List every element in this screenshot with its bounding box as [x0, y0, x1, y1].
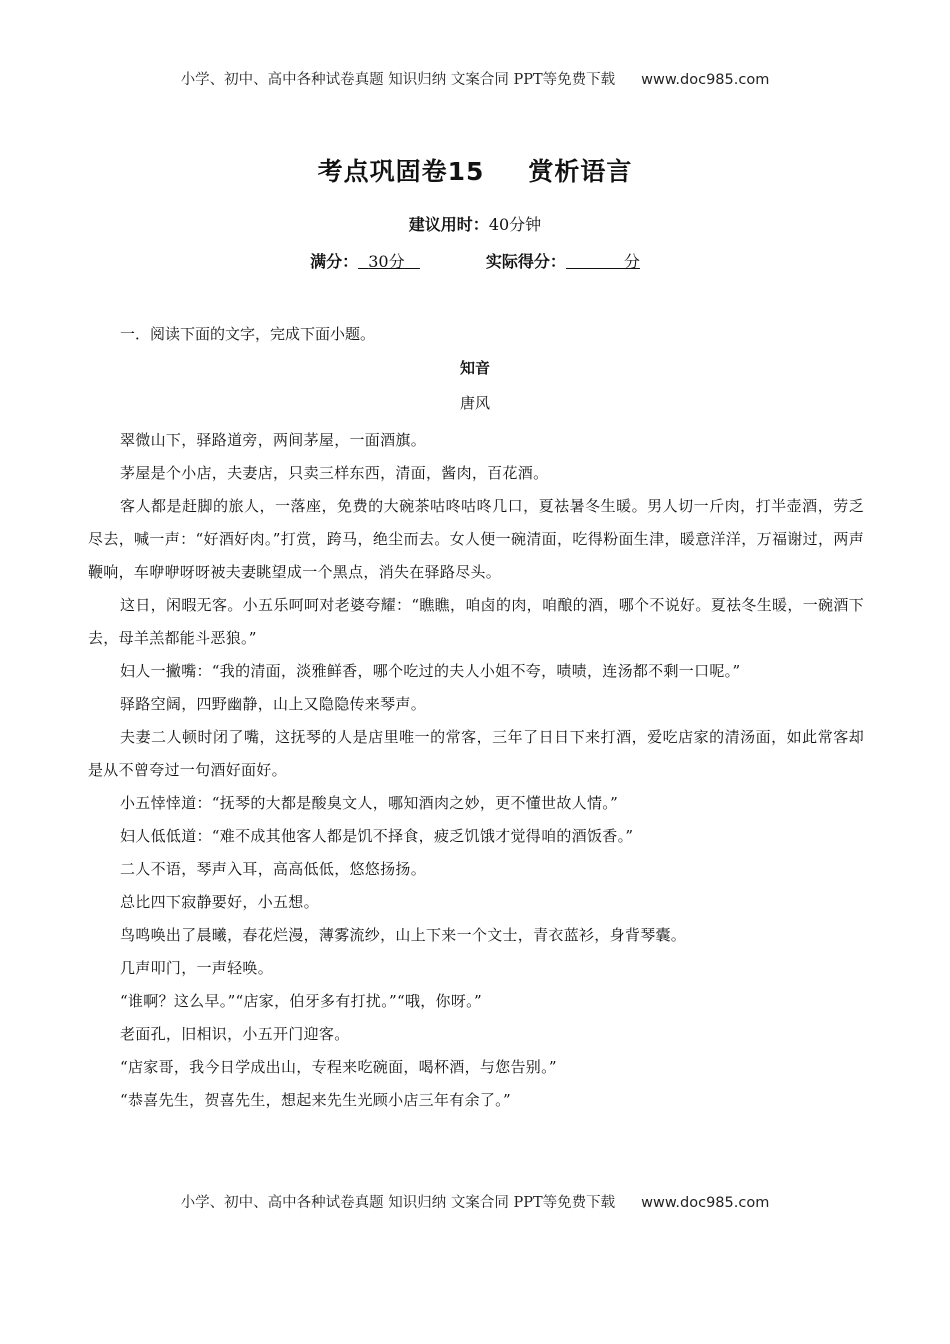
paragraph: 妇人低低道：“难不成其他客人都是饥不择食，疲乏饥饿才觉得咱的酒饭香。”: [120, 827, 634, 845]
paragraph: 驿路空阔，四野幽静，山上又隐隐传来琴声。: [120, 695, 427, 713]
paragraph: 妇人一撇嘴：“我的清面，淡雅鲜香，哪个吃过的夫人小姐不夸，啧啧，连汤都不剩一口呢。”: [120, 662, 741, 680]
passage-body: [88, 424, 864, 1117]
suggested-time: [0, 212, 950, 235]
footer-text: 小学、初中、高中各种试卷真题 知识归纳 文案合同 PPT等免费下载: [180, 1195, 616, 1211]
paragraph: “恭喜先生，贺喜先生，想起来先生光顾小店三年有余了。”: [120, 1091, 511, 1109]
paragraph: 总比四下寂静要好，小五想。: [120, 893, 319, 911]
paragraph: 翠微山下，驿路道旁，两间茅屋，一面酒旗。: [120, 431, 427, 449]
page-footer: [0, 1191, 950, 1212]
question-prompt: 一．阅读下面的文字，完成下面小题。: [120, 325, 376, 343]
paragraph: 老面孔，旧相识，小五开门迎客。: [120, 1025, 350, 1043]
passage-author: 唐风: [459, 394, 490, 412]
actual-score-blank[interactable]: [566, 254, 624, 269]
paragraph: 几声叩门，一声轻唤。: [120, 959, 274, 977]
paragraph: 客人都是赶脚的旅人，一落座，免费的大碗茶咕咚咕咚几口，夏祛暑冬生暖。男人切一斤肉，打半壶酒，劳乏尽去，喊一声：“好酒好肉。”打赏，跨马，绝尘而去。女人便一碗清面，吃得粉面生津，暖意洋洋，万福谢过，两声鞭响，车咿咿呀呀被夫妻眺望成一个黑点，消失在驿路尽头。: [88, 497, 864, 581]
paragraph: 茅屋是个小店，夫妻店，只卖三样东西，清面，酱肉，百花酒。: [120, 464, 549, 482]
page-header: [0, 68, 950, 89]
full-score-label: 满分：: [310, 252, 359, 271]
actual-score-unit: 分: [623, 252, 640, 271]
suggested-time-label: 建议用时：: [408, 215, 489, 234]
exam-title: [0, 152, 950, 188]
suggested-time-value: 40分钟: [488, 215, 542, 234]
paragraph: 夫妻二人顿时闭了嘴，这抚琴的人是店里唯一的常客，三年了日日下来打酒，爱吃店家的清汤面，如此常客却是从不曾夸过一句酒好面好。: [88, 728, 864, 779]
header-text: 小学、初中、高中各种试卷真题 知识归纳 文案合同 PPT等免费下载: [180, 72, 616, 88]
paragraph: 小五悻悻道：“抚琴的大都是酸臭文人，哪知酒肉之妙，更不懂世故人情。”: [120, 794, 619, 812]
exam-title-topic: 赏析语言: [528, 157, 633, 186]
paragraph: 二人不语，琴声入耳，高高低低，悠悠扬扬。: [120, 860, 427, 878]
score-line: [0, 249, 950, 272]
header-site-link[interactable]: www.doc985.com: [641, 72, 770, 88]
exam-title-number: 考点巩固卷15: [317, 157, 485, 186]
actual-score-label: 实际得分：: [485, 252, 566, 271]
footer-site-link[interactable]: www.doc985.com: [641, 1195, 770, 1211]
paragraph: “店家哥，我今日学成出山，专程来吃碗面，喝杯酒，与您告别。”: [120, 1058, 557, 1076]
paragraph: 这日，闲暇无客。小五乐呵呵对老婆夸耀：“瞧瞧，咱卤的肉，咱酿的酒，哪个不说好。夏祛冬生暖，一碗酒下去，母羊羔都能斗恶狼。”: [88, 596, 864, 647]
paragraph: 鸟鸣唤出了晨曦，春花烂漫，薄雾流纱，山上下来一个文士，青衣蓝衫，身背琴囊。: [120, 926, 687, 944]
passage-title: 知音: [459, 359, 490, 377]
full-score-value: 30分: [368, 252, 405, 271]
paragraph: “谁啊？这么早。”“店家，伯牙多有打扰。”“哦，你呀。”: [120, 992, 482, 1010]
